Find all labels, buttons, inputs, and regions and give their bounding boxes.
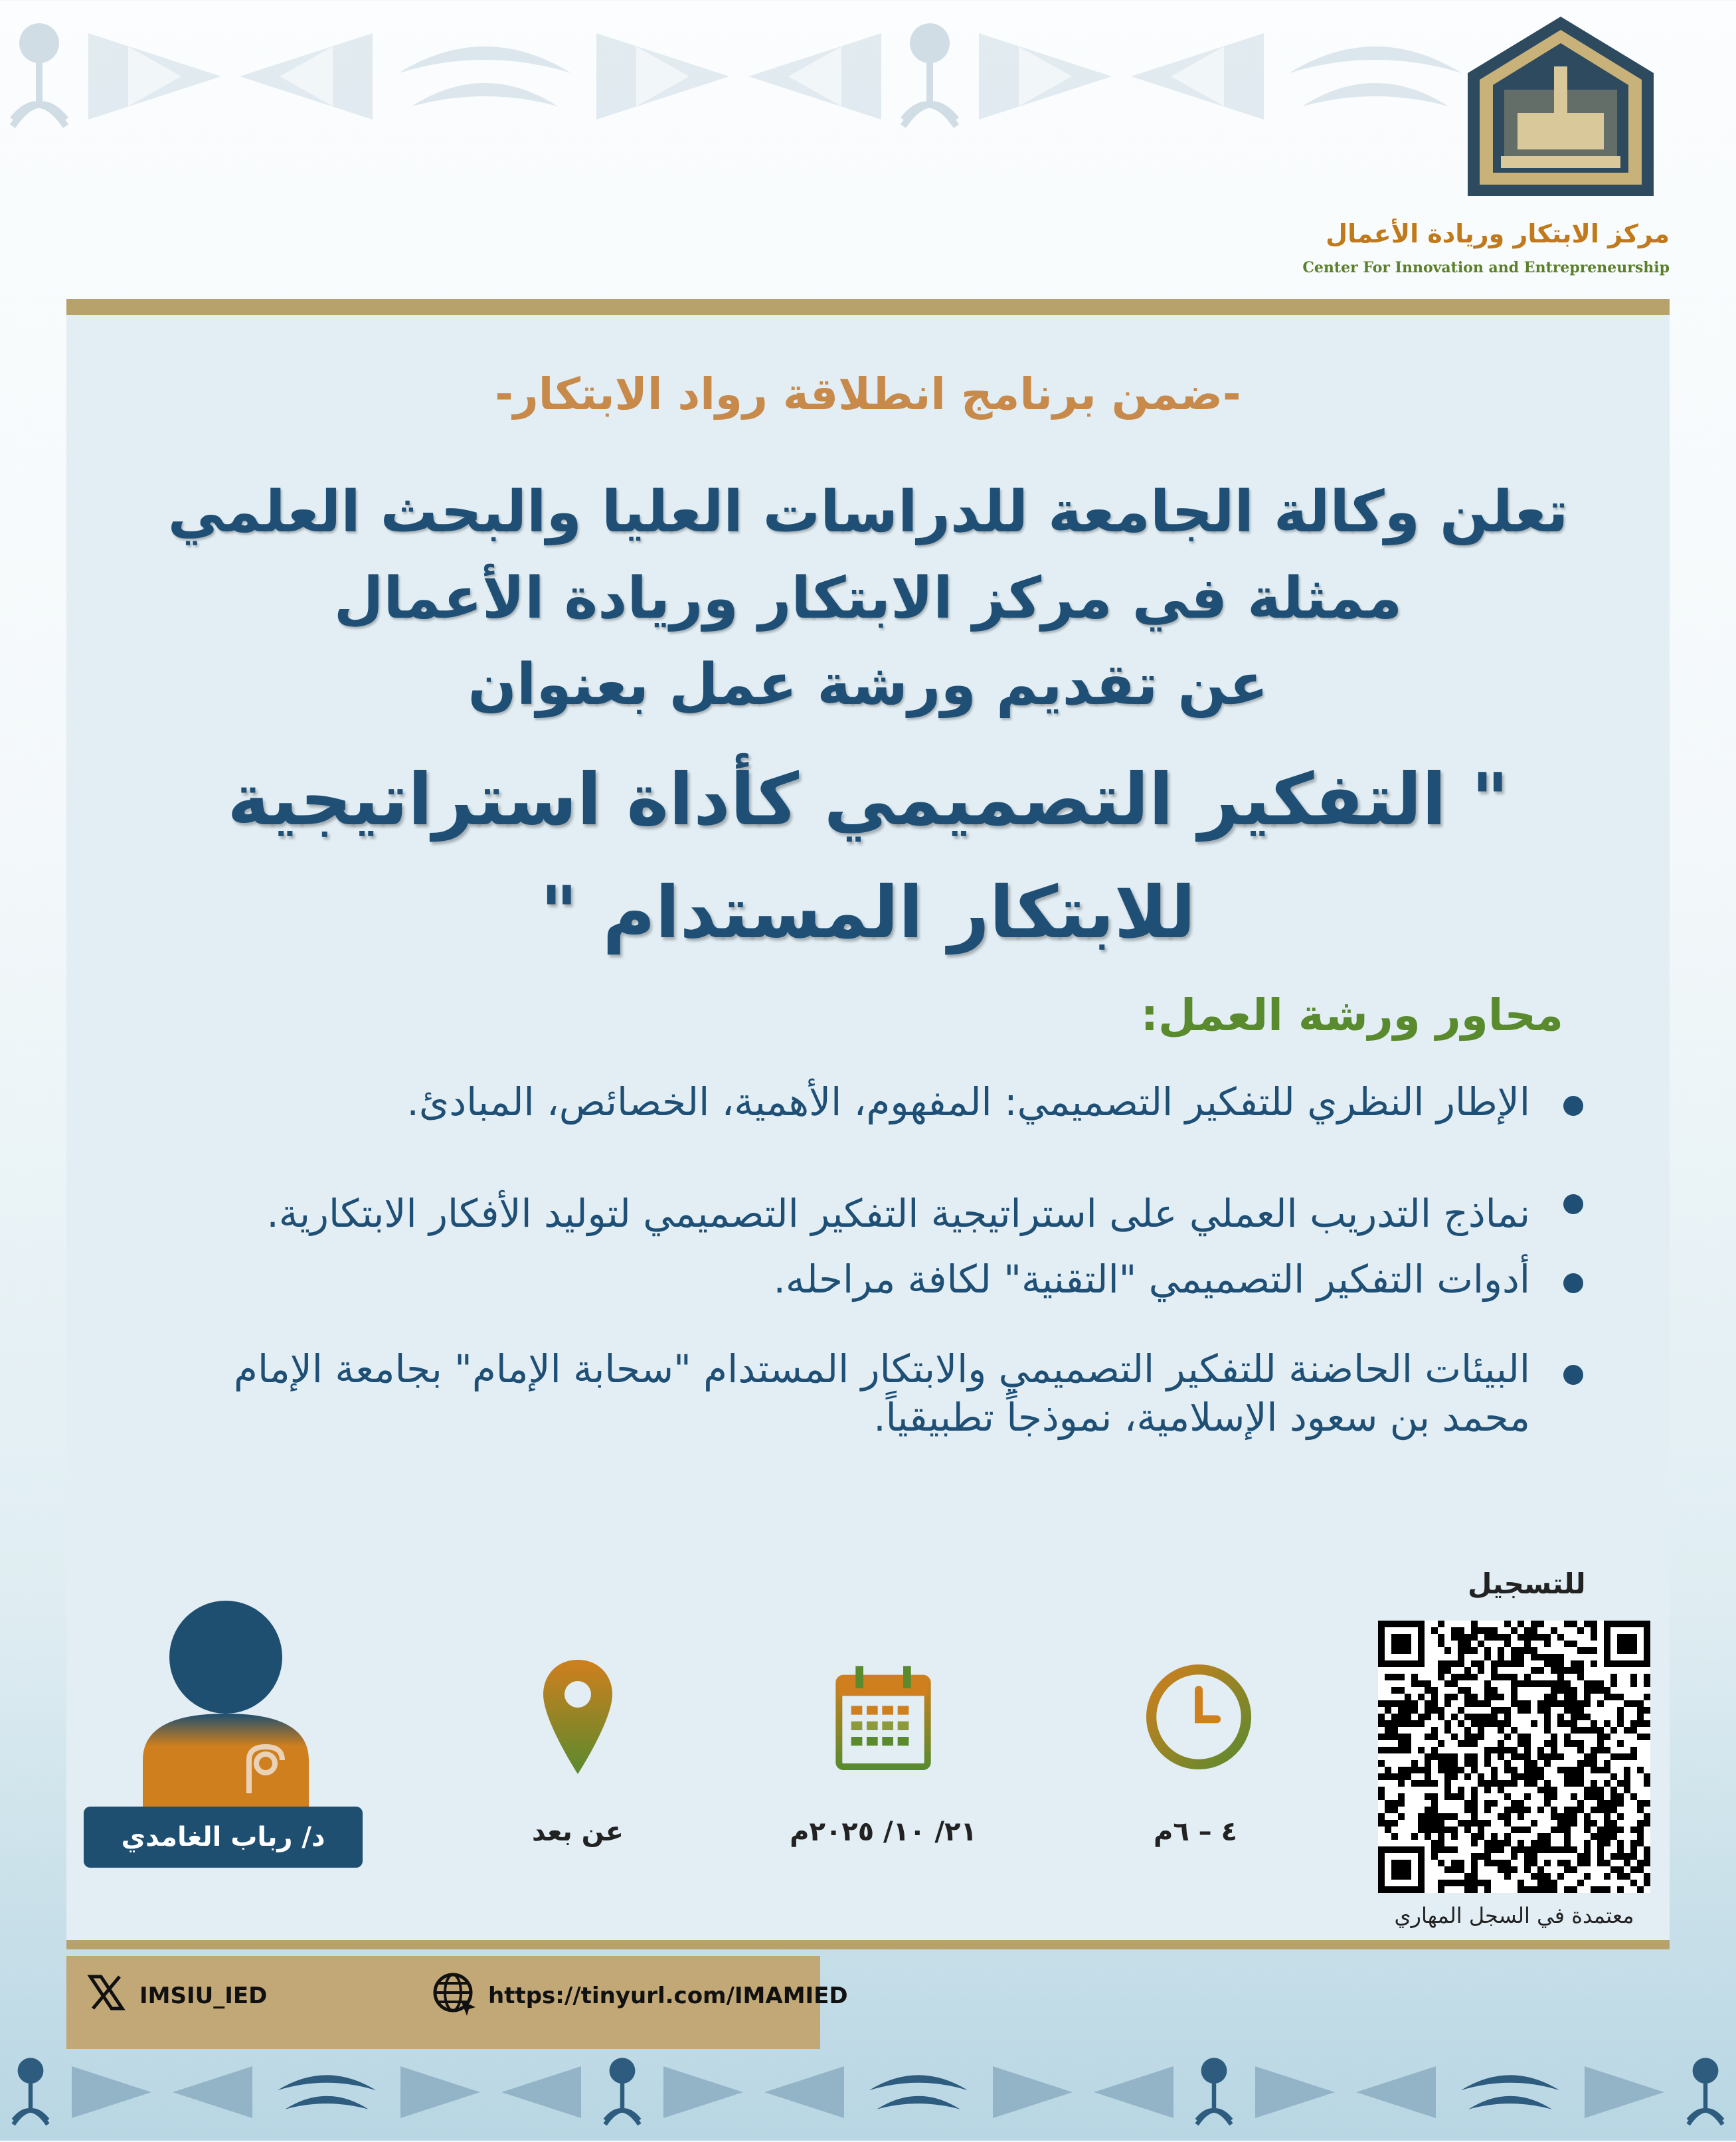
wings-icon <box>392 33 578 120</box>
center-name-arabic: مركز الابتكار وريادة الأعمال <box>1326 219 1670 248</box>
triangle-dots-icon <box>979 33 1112 120</box>
palm-swords-icon <box>900 20 960 133</box>
speaker-avatar-icon <box>130 1601 329 1807</box>
triangle-dots-icon <box>748 33 881 120</box>
clock-icon <box>1142 1660 1255 1773</box>
triangle-dots-icon <box>1255 2066 1335 2119</box>
workshop-title-line-2: للابتكار المستدام " <box>540 871 1196 954</box>
registration-label: للتسجيل <box>1468 1567 1586 1600</box>
palm-swords-icon <box>602 2056 642 2129</box>
time-text: ٤ – ٦م <box>1153 1817 1238 1847</box>
triangle-dots-icon <box>596 33 729 120</box>
palm-swords-icon <box>9 20 69 133</box>
wings-icon <box>865 2066 972 2119</box>
bullet-dot <box>1563 1365 1583 1385</box>
triangle-dots-icon <box>1131 33 1264 120</box>
workshop-title-line-1: " التفكير التصميمي كأداة استراتيجية <box>227 759 1509 842</box>
triangle-dots-icon <box>88 33 221 120</box>
wings-icon <box>274 2066 380 2119</box>
speaker-name-badge: د/ رباب الغامدي <box>84 1807 363 1868</box>
list-item-text: الإطار النظري للتفكير التصميمي: المفهوم، الأهمية، الخصائص، المبادئ. <box>406 1079 1530 1124</box>
location-text: عن بعد <box>532 1817 624 1847</box>
x-handle[interactable]: IMSIU_IED <box>139 1983 268 2009</box>
bullet-dot <box>1563 1096 1583 1116</box>
triangle-dots-icon <box>400 2066 480 2119</box>
certified-note: معتمدة في السجل المهاري <box>1394 1903 1634 1928</box>
palm-swords-icon <box>1686 2056 1725 2129</box>
triangle-dots-icon <box>72 2066 151 2119</box>
headline-line-3: عن تقديم ورشة عمل بعنوان <box>468 652 1268 718</box>
globe-icon <box>432 1971 478 2018</box>
triangle-dots-icon <box>663 2066 743 2119</box>
location-pin-icon <box>538 1657 618 1777</box>
wings-icon <box>1282 33 1468 120</box>
triangle-dots-icon <box>764 2066 844 2119</box>
university-emblem-icon <box>1454 13 1667 199</box>
website-link[interactable]: https://tinyurl.com/IMAMIED <box>488 1983 848 2009</box>
bullet-dot <box>1563 1194 1583 1214</box>
triangle-dots-icon <box>1585 2066 1664 2119</box>
calendar-icon <box>833 1660 933 1773</box>
program-line: -ضمن برنامج انطلاقة رواد الابتكار- <box>495 369 1241 420</box>
triangle-dots-icon <box>1094 2066 1173 2119</box>
triangle-dots-icon <box>240 33 373 120</box>
list-item <box>222 1174 1583 1253</box>
triangle-dots-icon <box>1356 2066 1436 2119</box>
triangle-dots-icon <box>173 2066 252 2119</box>
list-item-text: نماذج التدريب العملي على استراتيجية التفكير التصميمي لتوليد الأفكار الابتكارية. <box>266 1191 1530 1237</box>
list-item-text: أدوات التفكير التصميمي "التقنية" لكافة مراحله. <box>773 1257 1530 1302</box>
list-item-text: البيئات الحاضنة للتفكير التصميمي والابتكار المستدام "سحابة الإمام" بجامعة الإمام محمد بن سعود الإسلامية، نموذجاً تطبيقياً. <box>234 1346 1530 1440</box>
axes-heading: محاور ورشة العمل: <box>1140 990 1563 1041</box>
triangle-dots-icon <box>501 2066 581 2119</box>
bottom-pattern-band <box>0 2042 1736 2142</box>
headline-line-1: تعلن وكالة الجامعة للدراسات العليا والبحث العلمي <box>167 479 1569 545</box>
list-item <box>222 1076 1583 1128</box>
palm-swords-icon <box>1194 2056 1234 2129</box>
axes-list <box>222 1076 1583 1441</box>
wings-icon <box>1457 2066 1563 2119</box>
registration-qr-code[interactable] <box>1378 1621 1650 1893</box>
center-name-english: Center For Innovation and Entrepreneurship <box>1302 259 1670 276</box>
headline-line-2: ممثلة في مركز الابتكار وريادة الأعمال <box>333 565 1403 632</box>
date-text: ٢١/ ١٠/ ٢٠٢٥م <box>790 1817 977 1847</box>
list-item <box>222 1253 1583 1305</box>
palm-swords-icon <box>11 2056 50 2129</box>
bullet-dot <box>1563 1273 1583 1293</box>
list-item <box>222 1345 1583 1441</box>
triangle-dots-icon <box>993 2066 1073 2119</box>
x-logo-icon <box>86 1973 126 2012</box>
